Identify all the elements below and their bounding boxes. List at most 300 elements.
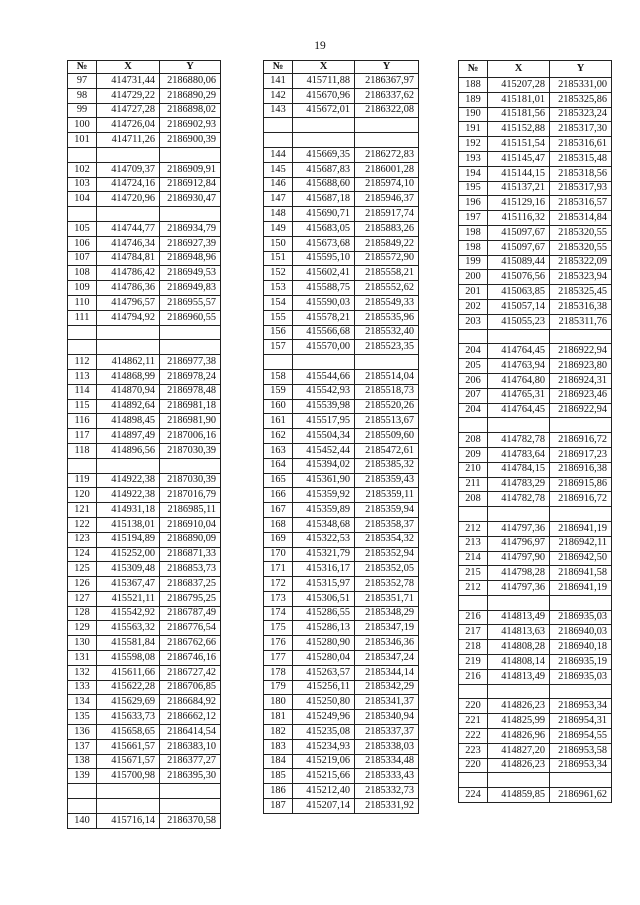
y-coordinate-cell: 2186942,11 [550,536,612,551]
y-coordinate-cell: 2185331,00 [550,78,612,93]
point-number-cell: 169 [264,532,293,547]
y-coordinate-cell: 2185359,94 [355,503,419,518]
table-row [459,521,612,536]
point-number-cell: 163 [264,443,293,458]
point-number-cell: 105 [68,221,97,236]
point-number-cell: 136 [68,725,97,740]
table-row [459,255,612,270]
x-coordinate-cell: 415711,88 [293,74,355,89]
point-number-cell: 104 [68,192,97,207]
point-number-cell: 198 [459,225,488,240]
x-coordinate-cell: 414826,96 [488,729,550,744]
table-row [459,181,612,196]
x-coordinate-cell: 415687,83 [293,162,355,177]
table-row [68,310,221,325]
x-coordinate-cell: 415359,89 [293,503,355,518]
y-coordinate-cell: 2186930,47 [160,192,221,207]
point-number-cell: 185 [264,769,293,784]
table-row [264,236,419,251]
y-coordinate-cell: 2186684,92 [160,695,221,710]
x-coordinate-cell: 414784,15 [488,462,550,477]
point-number-cell: 161 [264,414,293,429]
y-coordinate-cell: 2185346,36 [355,636,419,651]
point-number-cell: 208 [459,433,488,448]
table-row [68,236,221,251]
empty-cell [550,329,612,344]
table-row [68,251,221,266]
point-number-cell: 121 [68,503,97,518]
empty-cell [459,418,488,433]
table-row [459,403,612,418]
x-coordinate-cell: 415316,17 [293,562,355,577]
empty-cell [160,340,221,355]
point-number-cell: 195 [459,181,488,196]
y-coordinate-cell: 2185549,33 [355,295,419,310]
table-row [68,488,221,503]
point-number-cell: 126 [68,577,97,592]
y-coordinate-cell: 2185341,37 [355,695,419,710]
y-coordinate-cell: 2185358,37 [355,517,419,532]
y-coordinate-cell: 2186977,38 [160,355,221,370]
table-row [68,399,221,414]
y-coordinate-cell: 2186414,54 [160,725,221,740]
table-row [68,162,221,177]
point-number-cell: 200 [459,270,488,285]
x-coordinate-cell: 415286,55 [293,606,355,621]
point-number-cell: 132 [68,665,97,680]
empty-cell [488,684,550,699]
x-coordinate-cell: 415590,03 [293,295,355,310]
table-spacer-row [68,458,221,473]
x-coordinate-cell: 415672,01 [293,103,355,118]
table-row [459,551,612,566]
point-number-cell: 106 [68,236,97,251]
y-coordinate-cell: 2185535,96 [355,310,419,325]
x-coordinate-cell: 415215,66 [293,769,355,784]
y-coordinate-cell: 2185347,19 [355,621,419,636]
point-number-cell: 137 [68,739,97,754]
point-number-cell: 178 [264,665,293,680]
table-row [264,177,419,192]
x-coordinate-cell: 415181,56 [488,107,550,122]
point-number-cell: 99 [68,103,97,118]
y-coordinate-cell: 2185344,14 [355,665,419,680]
table-row [264,429,419,444]
table-row [68,517,221,532]
empty-cell [459,507,488,522]
x-coordinate-cell: 414786,36 [97,281,160,296]
table-row [264,251,419,266]
x-coordinate-cell: 414808,14 [488,655,550,670]
empty-cell [293,133,355,148]
table-row [264,162,419,177]
empty-cell [459,684,488,699]
y-coordinate-cell: 2186923,46 [550,388,612,403]
y-coordinate-cell: 2185513,67 [355,414,419,429]
empty-cell [355,355,419,370]
y-coordinate-cell: 2185323,24 [550,107,612,122]
x-coordinate-cell: 415658,65 [97,725,160,740]
point-number-cell: 120 [68,488,97,503]
point-number-cell: 199 [459,255,488,270]
table-row [68,295,221,310]
y-coordinate-cell: 2185315,48 [550,151,612,166]
x-coordinate-cell: 415280,04 [293,651,355,666]
y-coordinate-cell: 2186923,80 [550,359,612,374]
point-number-cell: 145 [264,162,293,177]
x-coordinate-cell: 414729,22 [97,88,160,103]
empty-cell [160,147,221,162]
y-coordinate-cell: 2185946,37 [355,192,419,207]
x-coordinate-cell: 414870,94 [97,384,160,399]
table-row [264,606,419,621]
x-coordinate-cell: 415687,18 [293,192,355,207]
table-row [68,429,221,444]
table-row [264,547,419,562]
y-coordinate-cell: 2185351,71 [355,591,419,606]
table-row [68,103,221,118]
table-row [459,581,612,596]
point-number-cell: 114 [68,384,97,399]
table-row [264,458,419,473]
y-coordinate-cell: 2186940,18 [550,640,612,655]
table-row [68,651,221,666]
point-number-cell: 168 [264,517,293,532]
x-coordinate-cell: 415089,44 [488,255,550,270]
point-number-cell: 214 [459,551,488,566]
point-number-cell: 111 [68,310,97,325]
empty-cell [264,355,293,370]
y-coordinate-cell: 2186953,34 [550,699,612,714]
point-number-cell: 116 [68,414,97,429]
table-row [459,388,612,403]
x-coordinate-cell: 415076,56 [488,270,550,285]
x-coordinate-cell: 414764,45 [488,403,550,418]
x-coordinate-cell: 414813,63 [488,625,550,640]
point-number-cell: 149 [264,221,293,236]
point-number-cell: 186 [264,784,293,799]
point-number-cell: 220 [459,699,488,714]
empty-cell [550,595,612,610]
table-row [459,373,612,388]
point-number-cell: 172 [264,577,293,592]
x-coordinate-cell: 415670,96 [293,88,355,103]
y-coordinate-cell: 2185352,05 [355,562,419,577]
point-number-cell: 215 [459,566,488,581]
table-row [459,655,612,670]
table-row [459,729,612,744]
point-number-cell: 190 [459,107,488,122]
x-coordinate-cell: 415622,28 [97,680,160,695]
x-coordinate-cell: 414763,94 [488,359,550,374]
point-number-cell: 152 [264,266,293,281]
table-row [264,340,419,355]
point-number-cell: 131 [68,651,97,666]
table-row [68,636,221,651]
header-x: X [97,61,160,74]
table-row [264,103,419,118]
point-number-cell: 219 [459,655,488,670]
y-coordinate-cell: 2185317,93 [550,181,612,196]
table-row [264,710,419,725]
y-coordinate-cell: 2186900,39 [160,133,221,148]
y-coordinate-cell: 2186337,62 [355,88,419,103]
table-row [459,492,612,507]
y-coordinate-cell: 2186917,23 [550,447,612,462]
x-coordinate-cell: 415588,75 [293,281,355,296]
table-row [459,314,612,329]
point-number-cell: 157 [264,340,293,355]
y-coordinate-cell: 2185325,86 [550,92,612,107]
x-coordinate-cell: 414797,36 [488,581,550,596]
table-row [264,310,419,325]
x-coordinate-cell: 414764,80 [488,373,550,388]
y-coordinate-cell: 2185520,26 [355,399,419,414]
point-number-cell: 98 [68,88,97,103]
y-coordinate-cell: 2186916,72 [550,492,612,507]
point-number-cell: 130 [68,636,97,651]
point-number-cell: 204 [459,344,488,359]
x-coordinate-cell: 414786,42 [97,266,160,281]
table-row [459,447,612,462]
point-number-cell: 103 [68,177,97,192]
y-coordinate-cell: 2187030,39 [160,473,221,488]
y-coordinate-cell: 2186935,19 [550,655,612,670]
table-row [459,344,612,359]
empty-cell [97,340,160,355]
x-coordinate-cell: 415063,85 [488,285,550,300]
point-number-cell: 216 [459,610,488,625]
x-coordinate-cell: 414726,04 [97,118,160,133]
empty-cell [160,458,221,473]
table-row [264,414,419,429]
y-coordinate-cell: 2185334,48 [355,754,419,769]
table-spacer-row [459,684,612,699]
y-coordinate-cell: 2186940,03 [550,625,612,640]
y-coordinate-cell: 2185316,38 [550,299,612,314]
y-coordinate-cell: 2186949,53 [160,266,221,281]
x-coordinate-cell: 415207,28 [488,78,550,93]
point-number-cell: 139 [68,769,97,784]
empty-cell [97,207,160,222]
table-row [264,443,419,458]
table-row [68,562,221,577]
x-coordinate-cell: 414797,36 [488,521,550,536]
table-row [68,192,221,207]
x-coordinate-cell: 415361,90 [293,473,355,488]
header-number: № [459,61,488,78]
point-number-cell: 188 [459,78,488,93]
empty-cell [160,784,221,799]
x-coordinate-cell: 415544,66 [293,369,355,384]
point-number-cell: 115 [68,399,97,414]
x-coordinate-cell: 415595,10 [293,251,355,266]
x-coordinate-cell: 415321,79 [293,547,355,562]
table-row [459,240,612,255]
point-number-cell: 224 [459,788,488,803]
table-row [68,710,221,725]
table-row [459,107,612,122]
point-number-cell: 208 [459,492,488,507]
point-number-cell: 148 [264,207,293,222]
table-row [264,769,419,784]
y-coordinate-cell: 2186916,72 [550,433,612,448]
table-row [264,221,419,236]
point-number-cell: 125 [68,562,97,577]
empty-cell [97,147,160,162]
y-coordinate-cell: 2185316,61 [550,137,612,152]
x-coordinate-cell: 414797,90 [488,551,550,566]
y-coordinate-cell: 2186727,42 [160,665,221,680]
table-spacer-row [68,207,221,222]
point-number-cell: 184 [264,754,293,769]
x-coordinate-cell: 415234,93 [293,739,355,754]
point-number-cell: 118 [68,443,97,458]
table-row [68,547,221,562]
y-coordinate-cell: 2186001,28 [355,162,419,177]
y-coordinate-cell: 2186916,38 [550,462,612,477]
table-row [264,503,419,518]
x-coordinate-cell: 414784,81 [97,251,160,266]
table-row [68,473,221,488]
x-coordinate-cell: 415306,51 [293,591,355,606]
point-number-cell: 154 [264,295,293,310]
x-coordinate-cell: 414720,96 [97,192,160,207]
empty-cell [355,118,419,133]
table-row [459,196,612,211]
y-coordinate-cell: 2186924,31 [550,373,612,388]
table-row [459,359,612,374]
point-number-cell: 177 [264,651,293,666]
x-coordinate-cell: 415504,34 [293,429,355,444]
y-coordinate-cell: 2186935,03 [550,610,612,625]
x-coordinate-cell: 415116,32 [488,211,550,226]
point-number-cell: 117 [68,429,97,444]
point-number-cell: 124 [68,547,97,562]
x-coordinate-cell: 415219,06 [293,754,355,769]
table-row [459,566,612,581]
y-coordinate-cell: 2185332,73 [355,784,419,799]
x-coordinate-cell: 414826,23 [488,758,550,773]
point-number-cell: 181 [264,710,293,725]
page-number: 19 [314,40,326,52]
x-coordinate-cell: 415633,73 [97,710,160,725]
table-row [68,443,221,458]
y-coordinate-cell: 2185974,10 [355,177,419,192]
y-coordinate-cell: 2186985,11 [160,503,221,518]
empty-cell [264,133,293,148]
y-coordinate-cell: 2186934,79 [160,221,221,236]
point-number-cell: 193 [459,151,488,166]
x-coordinate-cell: 414796,97 [488,536,550,551]
point-number-cell: 198 [459,240,488,255]
x-coordinate-cell: 415581,84 [97,636,160,651]
table-row [264,562,419,577]
table-row [459,285,612,300]
y-coordinate-cell: 2186272,83 [355,147,419,162]
empty-cell [68,784,97,799]
x-coordinate-cell: 414731,44 [97,74,160,89]
table-row [68,739,221,754]
table-spacer-row [264,355,419,370]
point-number-cell: 173 [264,591,293,606]
point-number-cell: 155 [264,310,293,325]
point-number-cell: 123 [68,532,97,547]
y-coordinate-cell: 2186795,25 [160,591,221,606]
point-number-cell: 156 [264,325,293,340]
y-coordinate-cell: 2186890,09 [160,532,221,547]
y-coordinate-cell: 2185883,26 [355,221,419,236]
point-number-cell: 212 [459,521,488,536]
y-coordinate-cell: 2185311,76 [550,314,612,329]
table-row [68,769,221,784]
y-coordinate-cell: 2185318,56 [550,166,612,181]
table-spacer-row [68,147,221,162]
table-header-row [264,61,419,74]
y-coordinate-cell: 2186853,73 [160,562,221,577]
table-row [264,754,419,769]
table-row [68,177,221,192]
table-row [264,384,419,399]
coordinates-table-1 [67,60,221,829]
x-coordinate-cell: 415661,57 [97,739,160,754]
table-row [264,739,419,754]
y-coordinate-cell: 2185322,09 [550,255,612,270]
table-row [459,699,612,714]
x-coordinate-cell: 415212,40 [293,784,355,799]
table-row [459,788,612,803]
y-coordinate-cell: 2186954,31 [550,714,612,729]
x-coordinate-cell: 414868,99 [97,369,160,384]
empty-cell [68,207,97,222]
point-number-cell: 191 [459,122,488,137]
point-number-cell: 197 [459,211,488,226]
y-coordinate-cell: 2185337,37 [355,725,419,740]
table-row [459,433,612,448]
x-coordinate-cell: 414922,38 [97,488,160,503]
table-row [459,166,612,181]
y-coordinate-cell: 2186706,85 [160,680,221,695]
point-number-cell: 160 [264,399,293,414]
table-spacer-row [459,418,612,433]
table-row [68,621,221,636]
point-number-cell: 158 [264,369,293,384]
x-coordinate-cell: 414813,49 [488,669,550,684]
empty-cell [68,147,97,162]
table-row [459,743,612,758]
x-coordinate-cell: 415097,67 [488,225,550,240]
empty-cell [97,325,160,340]
header-number: № [264,61,293,74]
point-number-cell: 135 [68,710,97,725]
y-coordinate-cell: 2185359,43 [355,473,419,488]
x-coordinate-cell: 415151,54 [488,137,550,152]
point-number-cell: 218 [459,640,488,655]
y-coordinate-cell: 2186915,86 [550,477,612,492]
table-spacer-row [459,507,612,522]
empty-cell [68,340,97,355]
point-number-cell: 97 [68,74,97,89]
empty-cell [68,325,97,340]
x-coordinate-cell: 415263,57 [293,665,355,680]
x-coordinate-cell: 415394,02 [293,458,355,473]
table-row [264,680,419,695]
table-spacer-row [264,133,419,148]
table-row [68,591,221,606]
y-coordinate-cell: 2187016,79 [160,488,221,503]
point-number-cell: 176 [264,636,293,651]
point-number-cell: 183 [264,739,293,754]
